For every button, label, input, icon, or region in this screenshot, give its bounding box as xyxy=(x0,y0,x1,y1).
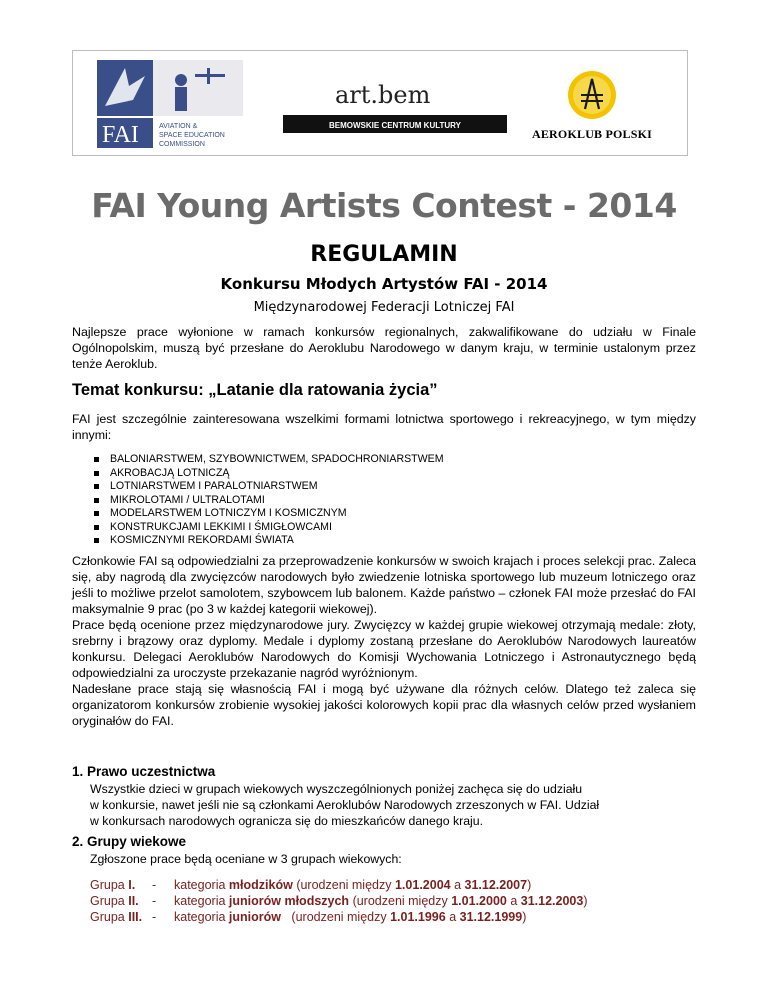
section-1-line: Wszystkie dzieci w grupach wiekowych wyszczególnionych poniżej zachęca się do udziału xyxy=(90,782,583,796)
list-item: MODELARSTWEM LOTNICZYM I KOSMICZNYM xyxy=(94,507,444,521)
svg-text:SPACE EDUCATION: SPACE EDUCATION xyxy=(159,132,225,139)
age-groups xyxy=(90,877,588,925)
svg-text:BEMOWSKIE CENTRUM KULTURY: BEMOWSKIE CENTRUM KULTURY xyxy=(329,121,461,130)
interest-paragraph: FAI jest szczególnie zainteresowana wszelkimi formami lotnictwa sportowego i rekreacyjnego, w tym między innymi: xyxy=(72,412,696,442)
list-item: MIKROLOTAMI / ULTRALOTAMI xyxy=(94,494,444,508)
members-text-1: Członkowie FAI są odpowiedzialni za przeprowadzenie konkursów w swoich krajach i proces selekcji prac. Zaleca się, aby nagrodą dla zwycięzców narodowych było zwiedzenie lotniska sportowego lub muzeum lotniczego oraz jeśli to możliwe przelot samolotem, szybowcem lub balonem. Każde państwo – członek FAI może przesłać do FAI maksymalnie 9 prac (po 3 w każdej kategorii wiekowej). xyxy=(72,554,696,616)
logo-banner xyxy=(72,50,688,156)
list-item: BALONIARSTWEM, SZYBOWNICTWEM, SPADOCHRONIARSTWEM xyxy=(94,453,444,467)
fai-logo xyxy=(95,58,247,150)
list-item: KOSMICZNYMI REKORDAMI ŚWIATA xyxy=(94,534,444,548)
contest-subtitle: Konkursu Młodych Artystów FAI - 2014 xyxy=(220,275,548,293)
svg-text:FAI: FAI xyxy=(102,122,139,148)
members-paragraph xyxy=(72,553,696,729)
section-2-intro: Zgłoszone prace będą oceniane w 3 grupach wiekowych: xyxy=(90,852,402,866)
list-item: LOTNIARSTWEM I PARALOTNIARSTWEM xyxy=(94,480,444,494)
aeroklub-logo xyxy=(507,65,677,145)
age-group-row: Grupa I. - kategoria młodzików (urodzeni między 1.01.2004 a 31.12.2007) xyxy=(90,878,532,892)
list-item: KONSTRUKCJAMI LEKKIMI I ŚMIGŁOWCAMI xyxy=(94,521,444,535)
svg-text:art.bem: art.bem xyxy=(335,81,431,109)
aviation-forms-list xyxy=(94,453,444,548)
section-1-line: w konkursach narodowych ogranicza się do mieszkańców danego kraju. xyxy=(90,814,484,828)
section-1-body xyxy=(90,781,690,829)
section-2-heading: 2. Grupy wiekowe xyxy=(72,834,187,849)
age-group-row: Grupa II. - kategoria juniorów młodszych (urodzeni między 1.01.2000 a 31.12.2003) xyxy=(90,894,588,908)
organisation-name: Międzynarodowej Federacji Lotniczej FAI xyxy=(253,300,515,315)
artbem-logo xyxy=(283,77,507,133)
svg-text:AVIATION &: AVIATION & xyxy=(159,123,198,130)
contest-title: FAI Young Artists Contest - 2014 xyxy=(91,186,677,225)
aeroklub-emblem-icon xyxy=(507,65,677,125)
age-group-row: Grupa III. - kategoria juniorów (urodzeni między 1.01.1996 a 31.12.1999) xyxy=(90,910,527,924)
list-item: AKROBACJĄ LOTNICZĄ xyxy=(94,467,444,481)
theme-heading: Temat konkursu: „Latanie dla ratowania życia” xyxy=(72,381,438,399)
members-text-3: Nadesłane prace stają się własnością FAI i mogą być używane dla różnych celów. Dlatego też zaleca się organizatorom konkursów zrobienie wysokiej jakości kolorowych kopii prac dla własnych celów przed wysłaniem oryginałów do FAI. xyxy=(72,682,696,728)
members-text-2: Prace będą ocenione przez międzynarodowe jury. Zwycięzcy w każdej grupie wiekowej otrzymają medale: złoty, srebrny i brązowy oraz dyplomy. Medale i dyplomy zostaną przesłane do Aeroklubów Narodowych laureatów konkursu. Delegaci Aeroklubów Narodowych do Komisji Wychowania Lotniczego i Astronautycznego będą odpowiedzialni za uroczyste przekazanie nagród wyróżnionym. xyxy=(72,618,696,680)
aeroklub-name: AEROKLUB POLSKI xyxy=(531,127,653,141)
regulamin-heading: REGULAMIN xyxy=(310,242,458,267)
section-1-heading: 1. Prawo uczestnictwa xyxy=(72,764,216,779)
intro-paragraph: Najlepsze prace wyłonione w ramach konkursów regionalnych, zakwalifikowane do udziału w Finale Ogólnopolskim, muszą być przesłane do Aeroklubu Narodowego w danym kraju, w terminie ustalonym przez tenże Aeroklub. xyxy=(72,325,696,371)
section-1-line: w konkursie, nawet jeśli nie są członkami Aeroklubów Narodowych zrzeszonych w FAI. Udział xyxy=(90,798,600,812)
svg-text:COMMISSION: COMMISSION xyxy=(159,141,205,148)
